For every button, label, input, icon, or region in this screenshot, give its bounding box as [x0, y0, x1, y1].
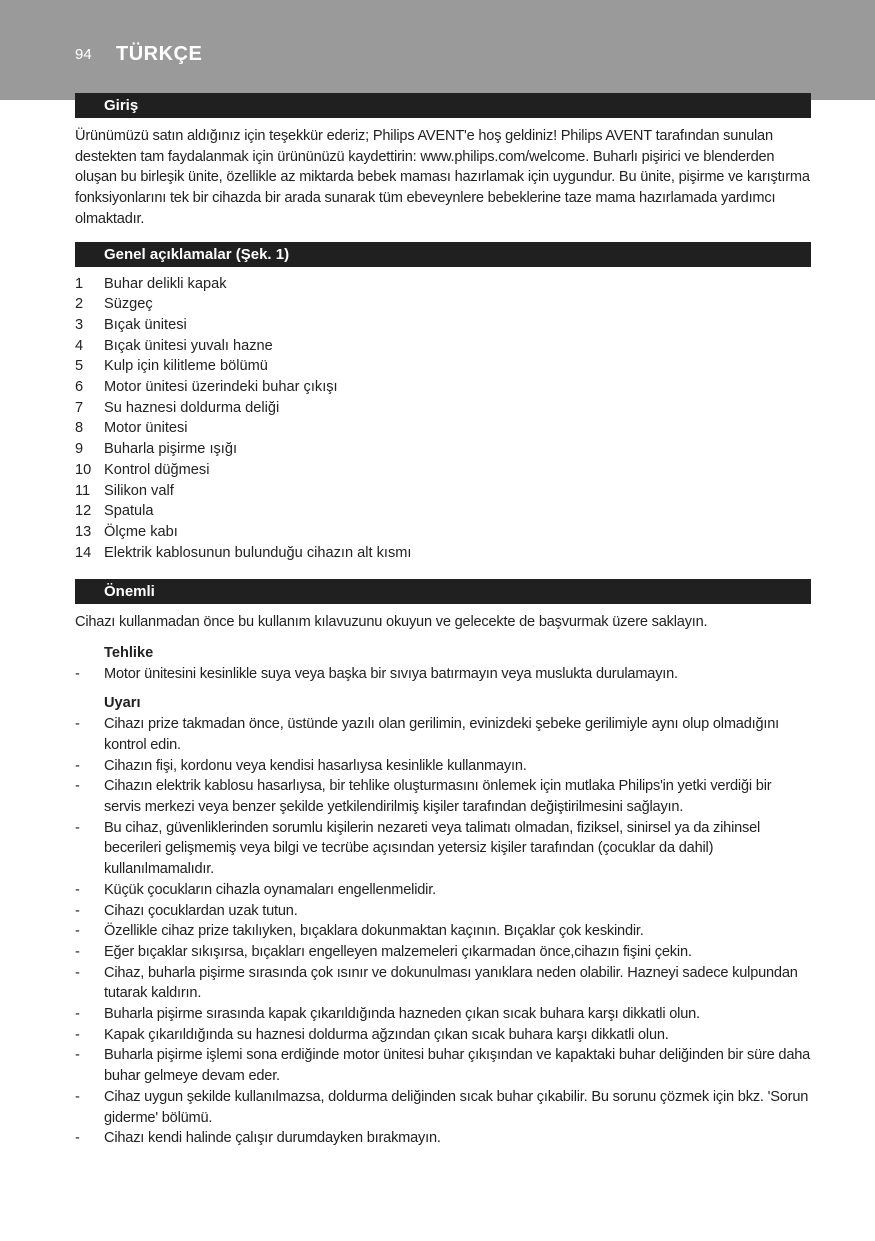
- bullet-dash: -: [75, 881, 80, 898]
- warning-heading: Uyarı: [104, 695, 141, 712]
- part-label: Silikon valf: [104, 482, 174, 499]
- language-title: TÜRKÇE: [116, 43, 203, 65]
- part-label: Buharla pişirme ışığı: [104, 441, 238, 458]
- part-label: Buhar delikli kapak: [104, 275, 227, 292]
- bullet-text: Buharla pişirme sırasında kapak çıkarıldığında hazneden çıkan sıcak buhara karşı dikkatli olun.: [104, 1006, 700, 1023]
- danger-heading: Tehlike: [104, 645, 154, 662]
- bullet-dash: -: [75, 757, 80, 774]
- bullet-item: [75, 901, 811, 922]
- part-number: 6: [75, 379, 84, 396]
- bullet-item: [75, 880, 811, 901]
- bullet-text: Kapak çıkarıldığında su haznesi doldurma ağzından çıkan sıcak buhara karşı dikkatli olun.: [104, 1026, 669, 1043]
- part-number: 5: [75, 358, 84, 375]
- part-list-item: [75, 501, 811, 522]
- bullet-text: Cihazı kendi halinde çalışır durumdayken bırakmayın.: [104, 1130, 441, 1147]
- part-label: Motor ünitesi üzerindeki buhar çıkışı: [104, 379, 338, 396]
- part-list-item: [75, 315, 811, 336]
- bullet-item: [75, 776, 811, 817]
- bullet-dash: -: [75, 819, 80, 836]
- bullet-text: Cihaz uygun şekilde kullanılmazsa, doldurma deliğinden sıcak buhar çıkabilir. Bu sorunu çözmek için bkz. 'Sorun giderme' bölümü.: [104, 1088, 809, 1126]
- part-number: 13: [75, 523, 92, 540]
- bullet-dash: -: [75, 964, 80, 981]
- intro-paragraph: Ürünümüzü satın aldığınız için teşekkür ederiz; Philips AVENT'e hoş geldiniz! Philips AVENT tarafından sunulan destekten tam faydalanmak için ürününüzü kaydettirin: www.philips.com/welcome. Buharlı pişirici ve blenderden oluşan bu birleşik ünite, özellikle az miktarda bebek maması hazırlamak için uygundur. Bu ünite, pişirme ve karıştırma fonksiyonlarını tek bir cihazda bir arada sunarak tüm ebeveynlere bebeklerine taze mama hazırlamada yardımcı olmaktadır.: [75, 128, 810, 227]
- part-number: 10: [75, 461, 92, 478]
- part-number: 14: [75, 544, 92, 561]
- bullet-text: Eğer bıçaklar sıkışırsa, bıçakları engelleyen malzemeleri çıkarmadan önce,cihazın fişini çekin.: [104, 943, 692, 960]
- bullet-item: [75, 664, 811, 685]
- part-number: 4: [75, 337, 84, 354]
- bullet-text: Cihazın elektrik kablosu hasarlıysa, bir tehlike oluşturmasını önlemek için mutlaka Philips'in yetki verdiği bir servis merkezi veya benzer şekilde yetkilendirilmiş kişiler tarafından değiştirilmesini sağlayın.: [104, 778, 772, 815]
- important-paragraph: Cihazı kullanmadan önce bu kullanım kılavuzunu okuyun ve gelecekte de başvurmak üzere saklayın.: [75, 614, 708, 631]
- part-list-item: [75, 460, 811, 481]
- bullet-item: [75, 714, 811, 755]
- bullet-item: [75, 1004, 811, 1025]
- bullet-text: Motor ünitesini kesinlikle suya veya başka bir sıvıya batırmayın veya muslukta durulamayın.: [104, 665, 678, 682]
- part-list-item: [75, 377, 811, 398]
- danger-list: [75, 664, 811, 685]
- part-label: Spatula: [104, 503, 154, 520]
- page-number: 94: [75, 46, 92, 63]
- bullet-dash: -: [75, 943, 80, 960]
- parts-list: [75, 274, 811, 564]
- part-list-item: [75, 336, 811, 357]
- header-band: [0, 0, 875, 100]
- part-list-item: [75, 481, 811, 502]
- part-list-item: [75, 439, 811, 460]
- part-number: 8: [75, 420, 84, 437]
- part-list-item: [75, 418, 811, 439]
- bullet-dash: -: [75, 665, 80, 682]
- part-number: 1: [75, 275, 84, 292]
- warning-list: [75, 714, 811, 1149]
- bullet-item: [75, 1087, 811, 1128]
- section-heading-general: Genel açıklamalar (Şek. 1): [75, 242, 811, 267]
- bullet-dash: -: [75, 1088, 80, 1105]
- bullet-dash: -: [75, 1047, 80, 1064]
- bullet-dash: -: [75, 1130, 80, 1147]
- part-list-item: [75, 294, 811, 315]
- bullet-text: Buharla pişirme işlemi sona erdiğinde motor ünitesi buhar çıkışından ve kapaktaki buhar deliğinden bir süre daha buhar gelmeye devam eder.: [104, 1047, 811, 1085]
- part-number: 12: [75, 503, 92, 520]
- part-label: Bıçak ünitesi: [104, 316, 187, 333]
- bullet-dash: -: [75, 923, 80, 940]
- bullet-item: [75, 1025, 811, 1046]
- part-label: Kontrol düğmesi: [104, 461, 210, 478]
- part-label: Su haznesi doldurma deliği: [104, 399, 280, 416]
- section-heading-important: Önemli: [75, 579, 811, 604]
- part-label: Motor ünitesi: [104, 420, 188, 437]
- part-list-item: [75, 398, 811, 419]
- bullet-item: [75, 756, 811, 777]
- bullet-dash: -: [75, 1006, 80, 1023]
- bullet-text: Cihazı çocuklardan uzak tutun.: [104, 902, 298, 919]
- bullet-item: [75, 942, 811, 963]
- part-number: 7: [75, 399, 84, 416]
- bullet-item: [75, 963, 811, 1004]
- bullet-text: Küçük çocukların cihazla oynamaları engellenmelidir.: [104, 881, 436, 898]
- part-label: Bıçak ünitesi yuvalı hazne: [104, 337, 273, 354]
- part-number: 11: [75, 482, 91, 499]
- part-label: Kulp için kilitleme bölümü: [104, 358, 268, 375]
- bullet-text: Cihaz, buharla pişirme sırasında çok ısınır ve dokunulması yanıklara neden olabilir. Hazneyi sadece kulpundan tutarak kaldırın.: [104, 964, 798, 1002]
- part-label: Elektrik kablosunun bulunduğu cihazın alt kısmı: [104, 544, 412, 561]
- bullet-text: Cihazın fişi, kordonu veya kendisi hasarlıysa kesinlikle kullanmayın.: [104, 757, 527, 774]
- part-list-item: [75, 522, 811, 543]
- part-list-item: [75, 274, 811, 295]
- part-list-item: [75, 356, 811, 377]
- part-list-item: [75, 543, 811, 564]
- part-number: 3: [75, 316, 84, 333]
- part-label: Süzgeç: [104, 296, 153, 313]
- part-label: Ölçme kabı: [104, 523, 178, 540]
- bullet-dash: -: [75, 716, 80, 733]
- bullet-item: [75, 1128, 811, 1149]
- bullet-item: [75, 1045, 811, 1086]
- bullet-item: [75, 818, 811, 880]
- part-number: 9: [75, 441, 84, 458]
- document-body: [75, 93, 811, 1149]
- bullet-dash: -: [75, 902, 80, 919]
- bullet-dash: -: [75, 1026, 80, 1043]
- bullet-item: [75, 921, 811, 942]
- part-number: 2: [75, 296, 84, 313]
- bullet-dash: -: [75, 778, 80, 795]
- section-heading-intro: Giriş: [75, 93, 811, 118]
- bullet-text: Özellikle cihaz prize takılıyken, bıçaklara dokunmaktan kaçının. Bıçaklar çok keskindir.: [104, 923, 644, 940]
- bullet-text: Cihazı prize takmadan önce, üstünde yazılı olan gerilimin, evinizdeki şebeke gerilimiyle aynı olup olmadığını kontrol edin.: [104, 716, 780, 753]
- bullet-text: Bu cihaz, güvenliklerinden sorumlu kişilerin nezareti veya talimatı olmadan, fiziksel, sinirsel ya da zihinsel becerileri gelişmemiş veya bilgi ve tecrübe açısından yetersiz kişiler tarafından (çocuklar da dahil) kullanılmamalıdır.: [104, 819, 761, 878]
